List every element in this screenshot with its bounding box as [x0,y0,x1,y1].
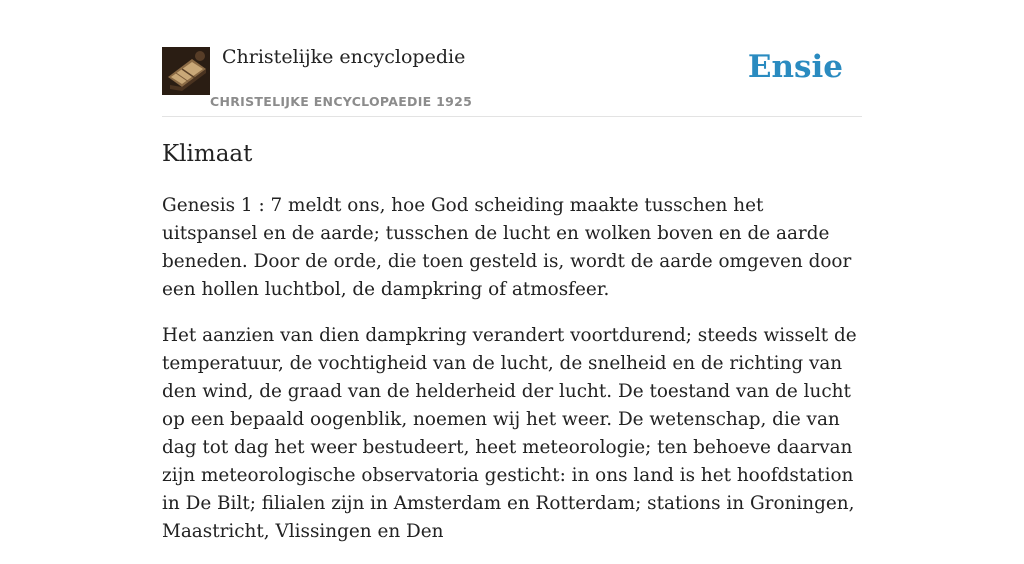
site-header [162,44,862,117]
site-subtitle: CHRISTELIJKE ENCYCLOPAEDIE 1925 [210,94,473,109]
book-photo-icon[interactable] [162,47,210,95]
article-paragraph: Het aanzien van dien dampkring verandert voortdurend; steeds wisselt de temperatuur, de vochtigheid van de lucht, de snelheid en de richting van den wind, de graad van de helderheid der lucht. De toestand van de lucht op een bepaald oogenblik, noemen wij het weer. De wetenschap, die van dag tot dag het weer bestudeert, heet meteorologie; ten behoeve daarvan zijn meteorologische observatoria gesticht: in ons land is het hoofdstation in De Bilt; filialen zijn in Amsterdam en Rotterdam; stations in Groningen, Maastricht, Vlissingen en Den [162,325,857,542]
brand-logo[interactable]: Ensie [747,49,843,85]
article-paragraph: Genesis 1 : 7 meldt ons, hoe God scheiding maakte tusschen het uitspansel en de aarde; tusschen de lucht en wolken boven en de aarde beneden. Door de orde, die toen gesteld is, wordt de aarde omgeven door een hollen luchtbol, de dampkring of atmosfeer. [162,195,852,300]
page-title: Klimaat [162,141,253,167]
article [162,138,862,564]
site-title[interactable]: Christelijke encyclopedie [222,46,466,68]
